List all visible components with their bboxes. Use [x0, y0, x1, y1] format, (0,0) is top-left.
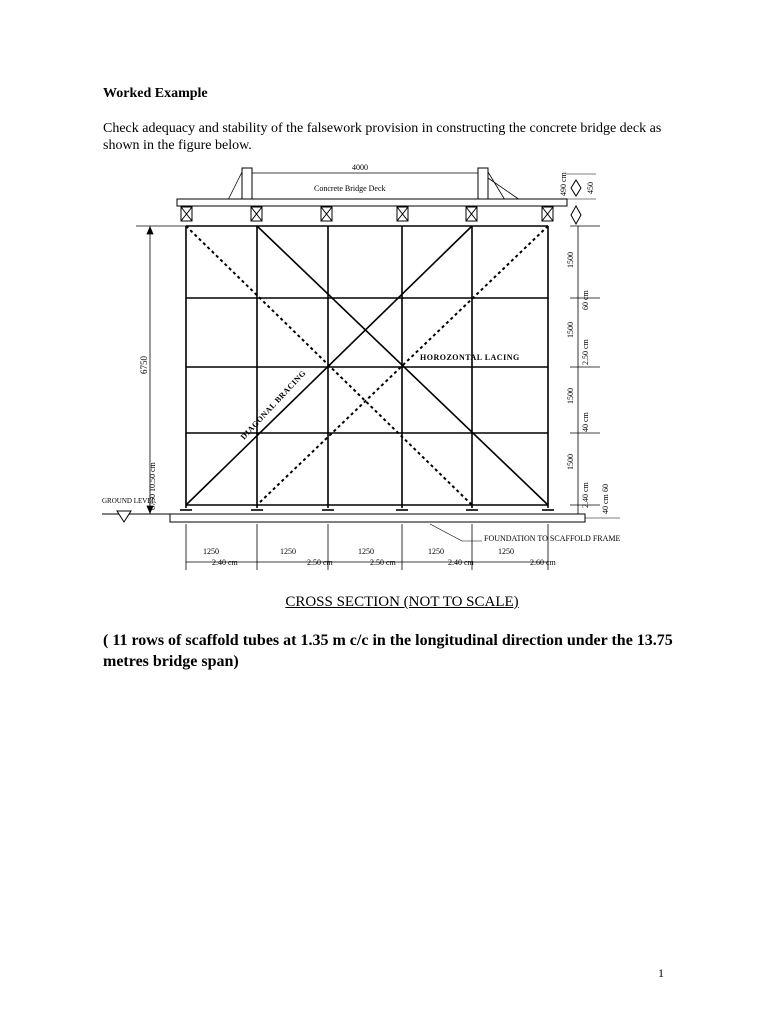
height-label: 6750	[139, 356, 149, 374]
bay-cm-label: 2.50 cm	[370, 558, 396, 567]
bay-width-label: 1250	[203, 547, 219, 556]
bay-width-label: 1250	[280, 547, 296, 556]
bay-cm-label: 2.40 cm	[212, 558, 238, 567]
bay-cm-label: 2.60 cm	[530, 558, 556, 567]
deck-width-label: 4000	[352, 163, 368, 172]
scaffold-cross-section-figure	[0, 155, 768, 585]
lift-height-label: 1500	[566, 252, 575, 268]
lift-cm-label: 2.50 cm	[581, 339, 590, 365]
deck-thickness-label: 450	[586, 182, 595, 194]
deck-dim-label: 490 cm	[559, 172, 568, 196]
foundation-label: FOUNDATION TO SCAFFOLD FRAME	[484, 534, 621, 543]
dashed-bracing	[186, 226, 548, 505]
deck-dimension-marks	[566, 174, 596, 224]
bay-cm-label: 2.40 cm	[448, 558, 474, 567]
ground-level-symbol	[117, 511, 131, 522]
bay-width-label: 1250	[358, 547, 374, 556]
lift-height-label: 1500	[566, 388, 575, 404]
bay-width-label: 1250	[428, 547, 444, 556]
diagonal-bracing-label: DIAGONAL BRACING	[238, 368, 308, 442]
scaffold-note: ( 11 rows of scaffold tubes at 1.35 m c/c in the longitudinal direction under the 13.75 metres bridge span)	[103, 632, 673, 670]
page-number: 1	[658, 966, 664, 980]
intro-paragraph: Check adequacy and stability of the falsework provision in constructing the concrete bridge deck as shown in the figure below.	[103, 121, 662, 153]
diagonal-bracing	[186, 226, 548, 505]
page-heading: Worked Example	[103, 86, 208, 101]
lift-height-label: 1500	[566, 454, 575, 470]
bay-width-label: 1250	[498, 547, 514, 556]
lift-cm-label: 40 cm	[581, 412, 590, 432]
base-cm-label: 40 cm	[601, 494, 610, 514]
ground-level-label: GROUND LEVEL	[102, 497, 156, 505]
scaffold-frame	[186, 226, 548, 508]
concrete-deck	[177, 199, 567, 206]
lift-height-label: 1500	[566, 322, 575, 338]
deck-label: Concrete Bridge Deck	[314, 184, 386, 193]
head-blocks	[181, 207, 553, 221]
lift-cm-label: 60 cm	[581, 290, 590, 310]
foundation	[170, 514, 585, 522]
left-lower-label: 6750 10.50 cm	[148, 462, 157, 510]
bay-cm-label: 2.50 cm	[307, 558, 333, 567]
figure-caption: CROSS SECTION (NOT TO SCALE)	[285, 594, 519, 610]
horizontal-lacing-label: HOROZONTAL LACING	[420, 353, 520, 362]
lift-cm-label: 2.40 cm	[581, 482, 590, 508]
base-small-label: 60	[601, 484, 610, 492]
